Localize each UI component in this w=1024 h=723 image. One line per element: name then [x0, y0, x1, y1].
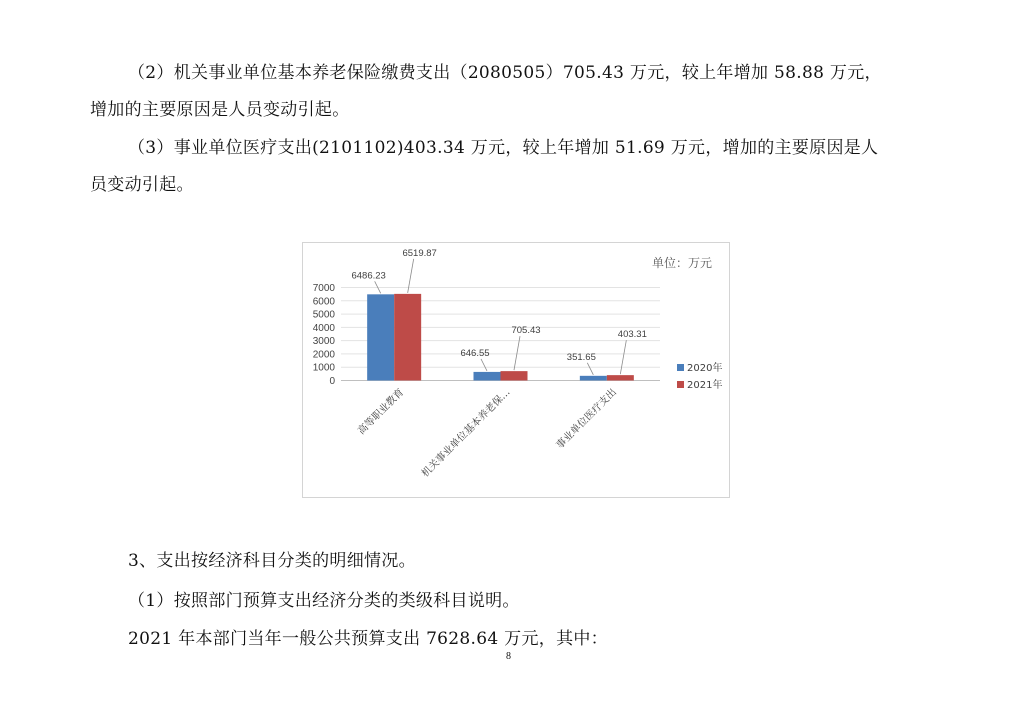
data-label: 6519.87 [402, 247, 437, 259]
data-label-leader [481, 359, 487, 371]
data-label: 6486.23 [351, 270, 386, 282]
data-label-leader [587, 363, 593, 375]
paragraph-medical: （3）事业单位医疗支出(2101102)403.34 万元，较上年增加 51.69 万元，增加的主要原因是人 [128, 138, 879, 158]
legend-label: 2021年 [687, 380, 723, 391]
y-tick-label: 2000 [312, 349, 335, 361]
y-tick-label: 1000 [312, 362, 335, 374]
paragraph-pension: （2）机关事业单位基本养老保险缴费支出（2080505）705.43 万元，较上年增加 58.88 万元， [128, 63, 882, 83]
y-tick-label: 3000 [312, 336, 335, 348]
category-label: 机关事业单位基本养老保… [419, 386, 513, 480]
data-label: 351.65 [566, 351, 596, 363]
y-tick-label: 7000 [312, 283, 335, 294]
section-heading-economic: 3、支出按经济科目分类的明细情况。 [128, 551, 416, 571]
bar-2020 [580, 376, 607, 381]
expenditure-bar-chart [302, 242, 730, 498]
data-label-leader [620, 340, 626, 374]
y-tick-label: 0 [329, 376, 335, 387]
data-label: 705.43 [511, 325, 541, 337]
bar-2021 [501, 371, 528, 380]
unit-label: 单位：万元 [651, 256, 712, 270]
y-tick-label: 6000 [312, 296, 335, 308]
legend-swatch [677, 364, 684, 371]
paragraph-pension-reason: 增加的主要原因是人员变动引起。 [90, 100, 350, 120]
chart-svg [303, 243, 729, 497]
page-number: 8 [506, 651, 511, 662]
paragraph-total-expenditure: 2021 年本部门当年一般公共预算支出 7628.64 万元，其中： [128, 629, 608, 649]
y-tick-label: 4000 [312, 322, 335, 334]
legend-label: 2020年 [687, 363, 723, 374]
paragraph-medical-reason: 员变动引起。 [90, 175, 194, 195]
data-label: 403.31 [617, 329, 647, 341]
y-tick-label: 5000 [312, 309, 335, 321]
bar-2021 [394, 294, 421, 381]
bar-2021 [607, 375, 634, 380]
category-label: 高等职业教育 [356, 386, 407, 438]
data-label-leader [514, 336, 520, 370]
bar-2020 [367, 294, 394, 380]
bar-2020 [474, 372, 501, 381]
legend-swatch [677, 381, 684, 388]
paragraph-category-note: （1）按照部门预算支出经济分类的类级科目说明。 [128, 591, 520, 611]
category-label: 事业单位医疗支出 [554, 386, 619, 452]
data-label: 646.55 [460, 347, 490, 359]
